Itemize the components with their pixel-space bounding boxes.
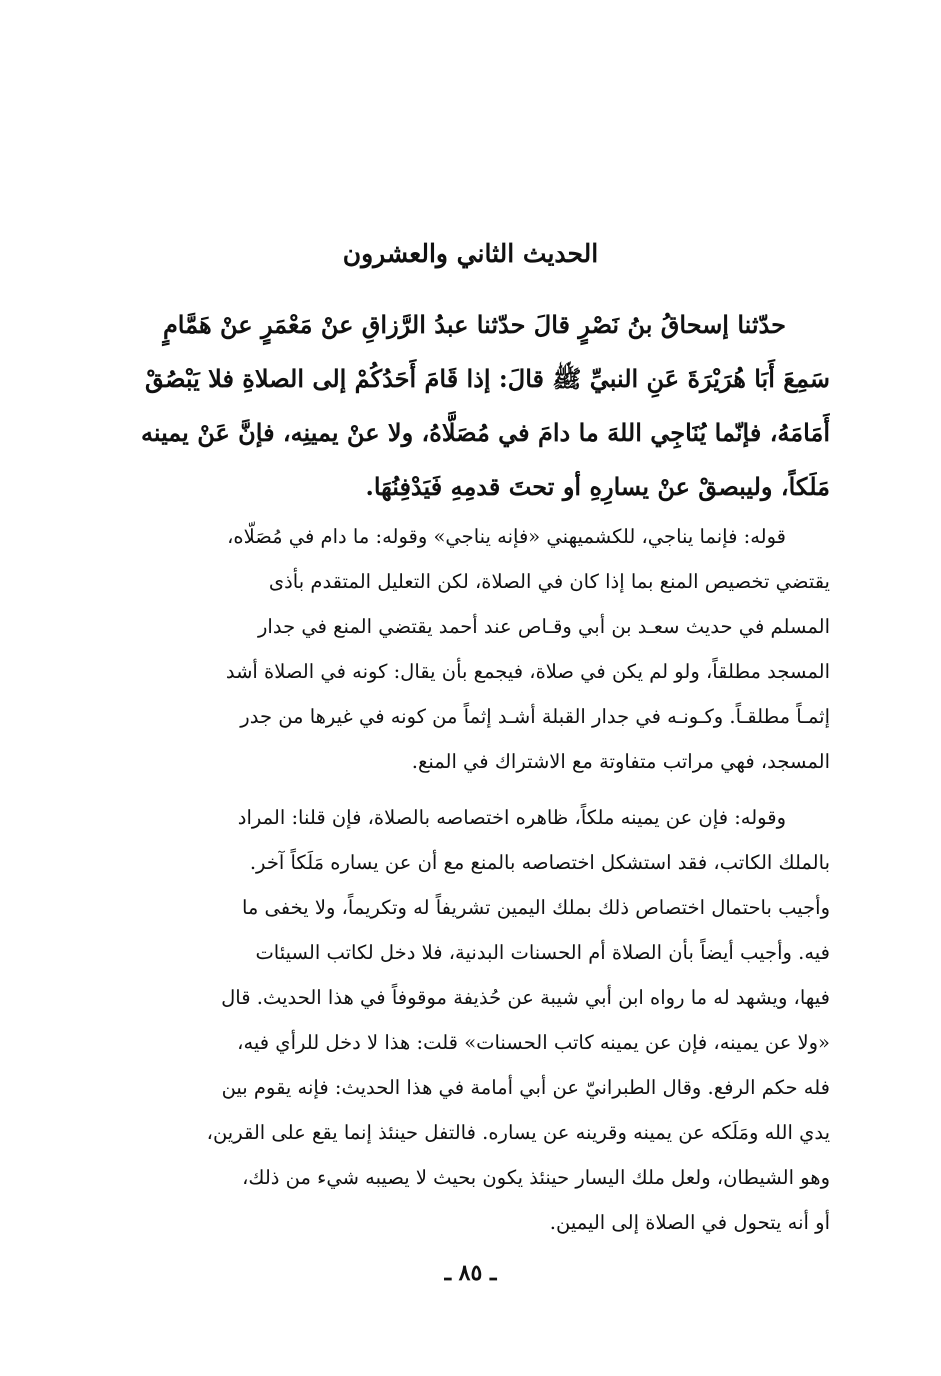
commentary-line: يدي الله ومَلَكه عن يمينه وقرينه عن يساره. فالتفل حينئذ إنما يقع على القرين،: [206, 1121, 830, 1144]
commentary-line: فله حكم الرفع. وقال الطبرانيّ عن أبي أمامة في هذا الحديث: فإنه يقوم بين: [221, 1076, 830, 1099]
hadith-text: [118, 298, 830, 514]
commentary-line: بالملك الكاتب، فقد استشكل اختصاصه بالمنع مع أن عن يساره مَلَكاً آخر.: [249, 851, 830, 874]
hadith-line: سَمِعَ أَبَا هُرَيْرَةَ عَنِ النبيِّ ﷺ قالَ: إذا قَامَ أَحَدُكُمْ إلى الصلاةِ فلا يَبْصُقْ: [145, 364, 830, 393]
page-number: ـ ٨٥ ـ: [444, 1260, 497, 1286]
commentary-line: إثمـاً مطلقـاً. وكـونـه في جدار القبلة أشـد إثماً من كونه في غيرها من جدر: [240, 705, 830, 728]
commentary-line: وأجيب باحتمال اختصاص ذلك بملك اليمين تشريفاً له وتكريماً، ولا يخفى ما: [241, 896, 830, 919]
commentary-line: المسجد، فهي مراتب متفاوتة مع الاشتراك في المنع.: [411, 750, 830, 773]
commentary-line: فيها، ويشهد له ما رواه ابن أبي شيبة عن حُذيفة موقوفاً في هذا الحديث. قال: [221, 986, 830, 1009]
hadith-line: مَلَكاً، وليبصقْ عنْ يسارِهِ أو تحتَ قدمِهِ فَيَدْفِنُهَا.: [365, 472, 830, 501]
hadith-line: أَمَامَهُ، فإنّما يُنَاجِي اللهَ ما دامَ في مُصَلَّاهُ، ولا عنْ يمينِه، فإنَّ عَنْ يمينه: [140, 418, 830, 447]
commentary-paragraph: [118, 795, 830, 1245]
commentary-line: قوله: فإنما يناجي، للكشميهني «فإنه يناجي» وقوله: ما دام في مُصَلّاه،: [227, 525, 786, 548]
commentary-line: أو أنه يتحول في الصلاة إلى اليمين.: [549, 1211, 830, 1234]
commentary-line: يقتضي تخصيص المنع بما إذا كان في الصلاة، لكن التعليل المتقدم بأذى: [268, 570, 830, 593]
commentary-line: وقوله: فإن عن يمينه ملكاً، ظاهره اختصاصه بالصلاة، فإن قلنا: المراد: [237, 806, 786, 829]
hadith-line: حدّثنا إسحاقُ بنُ نَصْرٍ قالَ حدّثنا عبدُ الرَّزاقِ عنْ مَعْمَرٍ عنْ هَمَّامٍ: [162, 310, 786, 339]
commentary-paragraph: [118, 514, 830, 784]
commentary-line: المسجد مطلقاً، ولو لم يكن في صلاة، فيجمع بأن يقال: كونه في الصلاة أشد: [225, 660, 830, 683]
chapter-title: الحديث الثاني والعشرون: [342, 239, 599, 268]
commentary-line: «ولا عن يمينه، فإن عن يمينه كاتب الحسنات» قلت: هذا لا دخل للرأي فيه،: [237, 1031, 830, 1054]
commentary-line: وهو الشيطان، ولعل ملك اليسار حينئذ يكون بحيث لا يصيبه شيء من ذلك،: [242, 1166, 830, 1189]
commentary-line: المسلم في حديث سعـد بن أبي وقـاص عند أحمد يقتضي المنع في جدار: [258, 615, 830, 638]
commentary-line: فيه. وأجيب أيضاً بأن الصلاة أم الحسنات البدنية، فلا دخل لكاتب السيئات: [255, 941, 830, 964]
